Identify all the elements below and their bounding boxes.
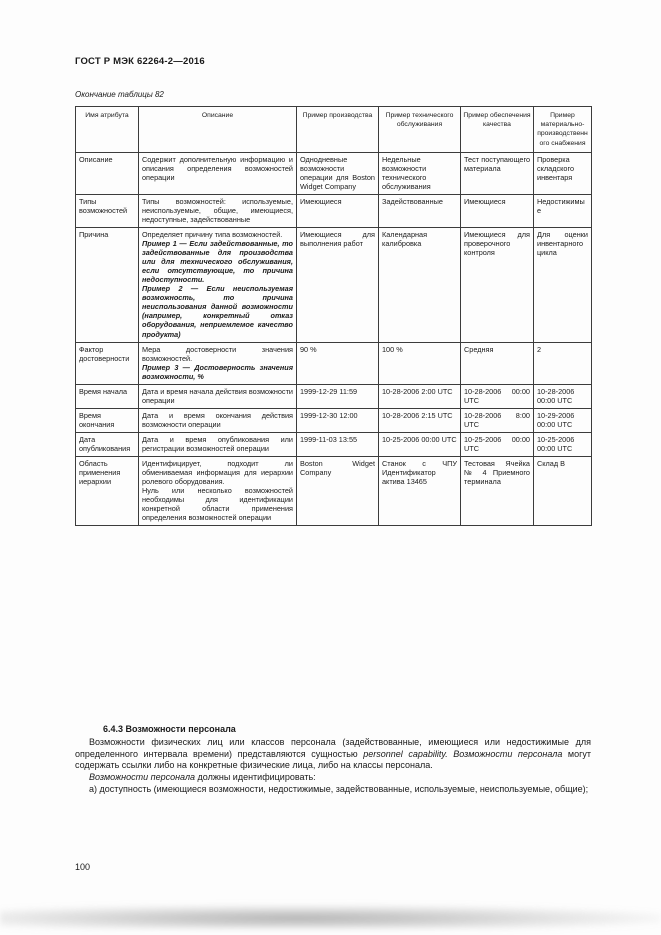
cell-attribute-name: Причина: [76, 228, 139, 343]
cell-description: [139, 194, 297, 227]
cell-quality-example: 10-28-2006 00:00 UTC: [461, 384, 534, 408]
capability-attributes-table: [75, 106, 592, 526]
table-row: [76, 152, 592, 194]
description-paragraph: Дата и время опубликования или регистрации возможностей операции: [142, 434, 293, 453]
description-example: Пример 2 — Если неиспользуемая возможность, то причина неиспользования данной возможности (например, конкретный отказ оборудования, неприемлемое качество продукта): [142, 284, 293, 339]
description-paragraph: Дата и время начала действия возможности операции: [142, 386, 293, 405]
cell-quality-example: Имеющиеся для проверочного контроля: [461, 228, 534, 343]
cell-description: [139, 408, 297, 432]
cell-quality-example: 10-28-2006 8:00 UTC: [461, 408, 534, 432]
cell-production-example: Однодневные возможности операции для Boston Widget Company: [297, 152, 379, 194]
text-run: должны идентифицировать:: [195, 772, 316, 783]
text-run: могут содержать ссылки либо на конкретные физические лица, либо на классы персонала.: [75, 748, 591, 771]
cell-production-example: Имеющиеся: [297, 194, 379, 227]
cell-production-example: Имеющиеся для выполнения работ: [297, 228, 379, 343]
description-paragraph: Дата и время окончания действия возможности операции: [142, 410, 293, 429]
description-paragraph: Типы возможностей: используемые, неиспользуемые, общие, имеющиеся, недоступные, задействованные: [142, 196, 293, 224]
text-run: Возможности физических лиц или классов персонала (задействованные, имеющиеся или недостижимые для определенного интервала времени) представляются сущностью: [75, 737, 591, 759]
cell-production-example: 90 %: [297, 342, 379, 384]
cell-description: [139, 384, 297, 408]
table-row: [76, 342, 592, 384]
cell-attribute-name: Фактор достоверности: [76, 342, 139, 384]
cell-description: [139, 432, 297, 456]
cell-production-example: Boston Widget Company: [297, 457, 379, 526]
column-header-attribute-name: Имя атрибута: [76, 107, 139, 153]
description-example: Пример 3 — Достоверность значения возможности, %: [142, 362, 293, 381]
cell-description: [139, 457, 297, 526]
cell-attribute-name: Типы возможностей: [76, 194, 139, 227]
page-number: 100: [75, 862, 91, 872]
description-paragraph: Мера достоверности значения возможностей.: [142, 344, 293, 363]
cell-maintenance-example: Календарная калибровка: [379, 228, 461, 343]
section-6-4-3: [75, 724, 591, 795]
description-paragraph: Содержит дополнительную информацию и описания определения возможностей операции: [142, 154, 293, 182]
cell-maintenance-example: 10-28-2006 2:15 UTC: [379, 408, 461, 432]
cell-supply-example: 10-25-2006 00:00 UTC: [534, 432, 592, 456]
cell-quality-example: Имеющиеся: [461, 194, 534, 227]
table-header-row: [76, 107, 592, 153]
column-header-maintenance-example: Пример технического обслуживания: [379, 107, 461, 153]
paragraph-list-item: [75, 784, 591, 796]
column-header-description: Описание: [139, 107, 297, 153]
table-row: [76, 432, 592, 456]
text-run-italic: personnel capability. Возможности персонала: [363, 748, 563, 759]
scan-shadow-artifact: [0, 905, 661, 929]
cell-quality-example: Тестовая Ячейка № 4 Приемного терминала: [461, 457, 534, 526]
cell-maintenance-example: Задействованные: [379, 194, 461, 227]
cell-supply-example: 2: [534, 342, 592, 384]
column-header-supply-example: Пример материально-производственного снабжения: [534, 107, 592, 153]
cell-supply-example: 10-28-2006 00:00 UTC: [534, 384, 592, 408]
cell-attribute-name: Дата опубликования: [76, 432, 139, 456]
cell-supply-example: Для оценки инвентарного цикла: [534, 228, 592, 343]
table-row: [76, 228, 592, 343]
section-heading: 6.4.3 Возможности персонала: [103, 724, 236, 734]
column-header-quality-example: Пример обеспечения качества: [461, 107, 534, 153]
column-header-production-example: Пример производства: [297, 107, 379, 153]
cell-supply-example: Недостижимые: [534, 194, 592, 227]
cell-quality-example: 10-25-2006 00:00 UTC: [461, 432, 534, 456]
cell-description: [139, 152, 297, 194]
text-run-italic: Возможности персонала: [89, 772, 196, 783]
cell-maintenance-example: Станок с ЧПУ Идентификатор актива 13465: [379, 457, 461, 526]
description-example: Пример 1 — Если задействованные, то задействованные для производства или для технического обслуживания, если отсутствующие, то причина недоступности.: [142, 239, 293, 285]
cell-production-example: 1999-12-29 11:59: [297, 384, 379, 408]
cell-attribute-name: Время начала: [76, 384, 139, 408]
cell-attribute-name: Время окончания: [76, 408, 139, 432]
paragraph: [75, 772, 591, 784]
cell-maintenance-example: 10-25-2006 00:00 UTC: [379, 432, 461, 456]
cell-attribute-name: Описание: [76, 152, 139, 194]
cell-production-example: 1999-12-30 12:00: [297, 408, 379, 432]
description-paragraph: Идентифицирует, подходит ли обмениваемая информация для иерархии ролевого оборудования.: [142, 459, 293, 487]
table-row: [76, 408, 592, 432]
paragraph: [75, 737, 591, 772]
text-run: а) доступность (имеющиеся возможности, недостижимые, задействованные, используемые, неиспользуемые, общие);: [89, 783, 589, 794]
table-row: [76, 384, 592, 408]
cell-quality-example: Тест поступающего материала: [461, 152, 534, 194]
cell-attribute-name: Область применения иерархии: [76, 457, 139, 526]
cell-supply-example: 10-29-2006 00:00 UTC: [534, 408, 592, 432]
table-row: [76, 457, 592, 526]
cell-description: [139, 342, 297, 384]
table-caption: Окончание таблицы 82: [75, 90, 164, 99]
cell-description: [139, 228, 297, 343]
cell-maintenance-example: 10-28-2006 2:00 UTC: [379, 384, 461, 408]
cell-quality-example: Средняя: [461, 342, 534, 384]
cell-supply-example: Проверка складского инвентаря: [534, 152, 592, 194]
table-row: [76, 194, 592, 227]
cell-maintenance-example: 100 %: [379, 342, 461, 384]
description-paragraph: Нуль или несколько возможностей необходимы для идентификации конкретной области применения определения возможностей операции: [142, 486, 293, 523]
cell-maintenance-example: Недельные возможности технического обслуживания: [379, 152, 461, 194]
cell-production-example: 1999-11-03 13:55: [297, 432, 379, 456]
doc-title: ГОСТ Р МЭК 62264-2—2016: [75, 56, 205, 67]
description-paragraph: Определяет причину типа возможностей.: [142, 230, 283, 240]
cell-supply-example: Склад В: [534, 457, 592, 526]
